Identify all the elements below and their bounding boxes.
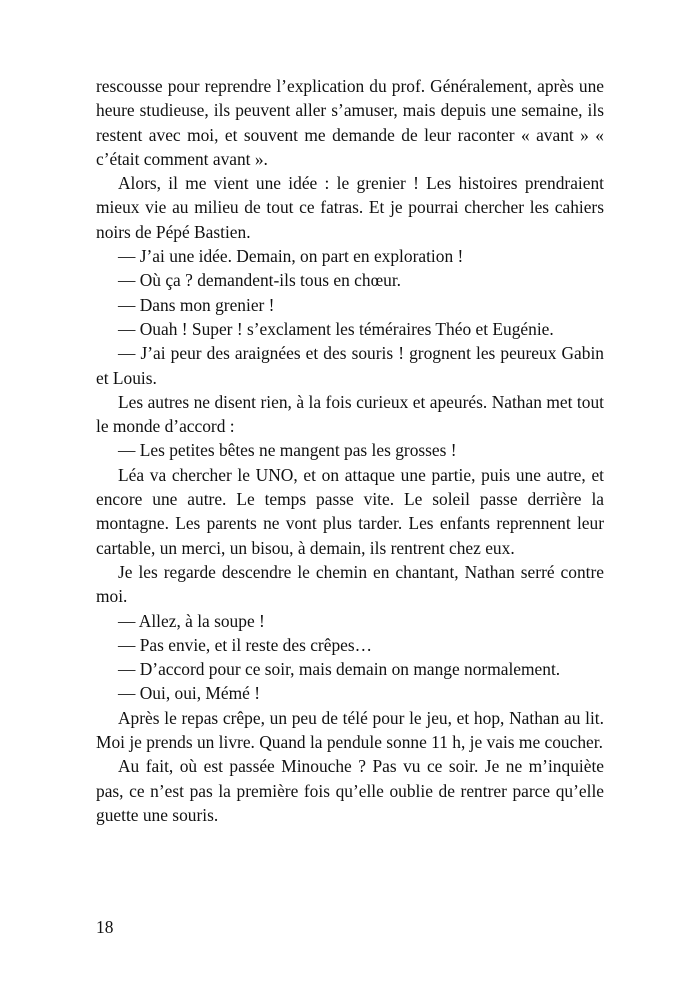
dialogue-line-1: — J’ai une idée. Demain, on part en exploration !	[118, 246, 464, 267]
dialogue-line-9: — D’accord pour ce soir, mais demain on mange normalement.	[118, 659, 561, 680]
dialogue-line-10: — Oui, oui, Mémé !	[118, 683, 261, 704]
paragraph-2: Alors, il me vient une idée : le grenier ! Les histoires prendraient mieux vie au milieu de tout ce fatras. Et je pourrai chercher les cahiers noirs de Pépé Bastien.	[96, 173, 604, 242]
dialogue-line-2: — Où ça ? demandent-ils tous en chœur.	[118, 270, 402, 291]
dialogue-line-4: — Ouah ! Super ! s’exclament les téméraires Théo et Eugénie.	[118, 318, 554, 339]
paragraph-6: Après le repas crêpe, un peu de télé pour le jeu, et hop, Nathan au lit. Moi je prends un livre. Quand la pendule sonne 11 h, je vais me coucher.	[96, 707, 604, 753]
dialogue-line-6: — Les petites bêtes ne mangent pas les grosses !	[118, 440, 457, 461]
dialogue-line-5: — J’ai peur des araignées et des souris ! grognent les peureux Gabin et Louis.	[96, 343, 604, 388]
paragraph-5: Je les regarde descendre le chemin en chantant, Nathan serré contre moi.	[96, 561, 604, 607]
body-text	[96, 74, 604, 827]
paragraph-7: Au fait, où est passée Minouche ? Pas vu ce soir. Je ne m’inquiète pas, ce n’est pas la première fois qu’elle oublie de rentrer parce qu’elle guette une souris.	[96, 756, 604, 825]
paragraph-1: rescousse pour reprendre l’explication du prof. Généralement, après une heure studieuse, ils peuvent aller s’amuser, mais depuis une semaine, ils restent avec moi, et souvent me demande de leur raconter « avant » « c’était comment avant ».	[96, 76, 604, 169]
dialogue-line-7: — Allez, à la soupe !	[118, 610, 265, 631]
dialogue-line-3: — Dans mon grenier !	[118, 294, 275, 315]
paragraph-4: Léa va chercher le UNO, et on attaque une partie, puis une autre, et encore une autre. Le temps passe vite. Le soleil passe derrière la montagne. Les parents ne vont plus tarder. Les enfants reprennent leur cartable, un merci, un bisou, à demain, ils rentrent chez eux.	[96, 464, 604, 558]
dialogue-line-8: — Pas envie, et il reste des crêpes…	[118, 634, 373, 655]
page-number: 18	[96, 917, 114, 937]
paragraph-3: Les autres ne disent rien, à la fois curieux et apeurés. Nathan met tout le monde d’accord :	[96, 391, 604, 437]
